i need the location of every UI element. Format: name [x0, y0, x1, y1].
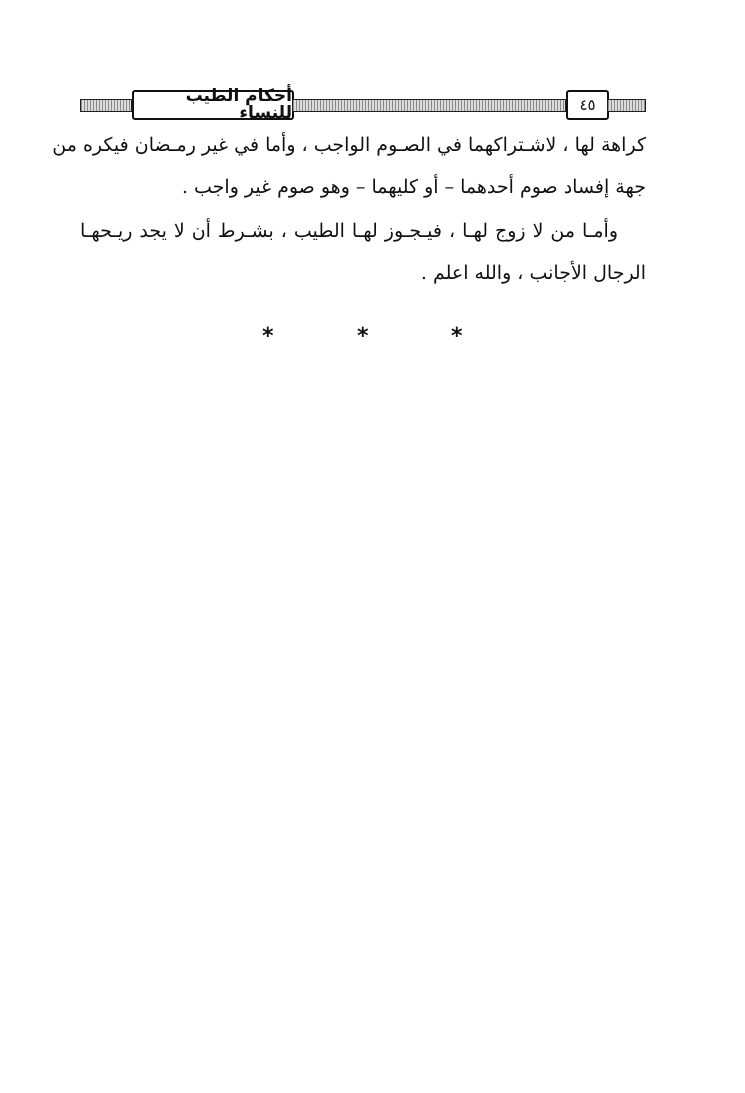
book-title: أحكام الطيب للنساء — [185, 86, 292, 123]
page-number-box — [566, 90, 609, 120]
separator-star: * — [451, 324, 463, 349]
text-line: الرجال الأجانب ، والله اعلم . — [420, 262, 646, 284]
separator-star: * — [262, 324, 274, 349]
section-separator — [0, 322, 745, 352]
text-line: كراهة لها ، لاشـتراكهما في الصـوم الواجب ، وأما في غير رمـضان فيكره من — [52, 134, 646, 156]
header-rule-left — [80, 99, 132, 112]
header-rule-right — [607, 99, 646, 112]
paragraph-2 — [80, 210, 646, 294]
page-number: ٤٥ — [579, 95, 596, 114]
separator-star: * — [357, 324, 369, 349]
paragraph-1 — [52, 124, 646, 208]
body-text — [52, 124, 646, 294]
running-header — [80, 86, 646, 123]
book-title-box — [132, 86, 294, 123]
header-rule-middle — [292, 99, 566, 112]
text-line: جهة إفساد صوم أحدهما – أو كليهما – وهو صوم غير واجب . — [181, 176, 646, 198]
text-line: وأمـا من لا زوج لهـا ، فيـجـوز لهـا الطيب ، بشـرط أن لا يجد ريـحهـا — [80, 220, 618, 242]
